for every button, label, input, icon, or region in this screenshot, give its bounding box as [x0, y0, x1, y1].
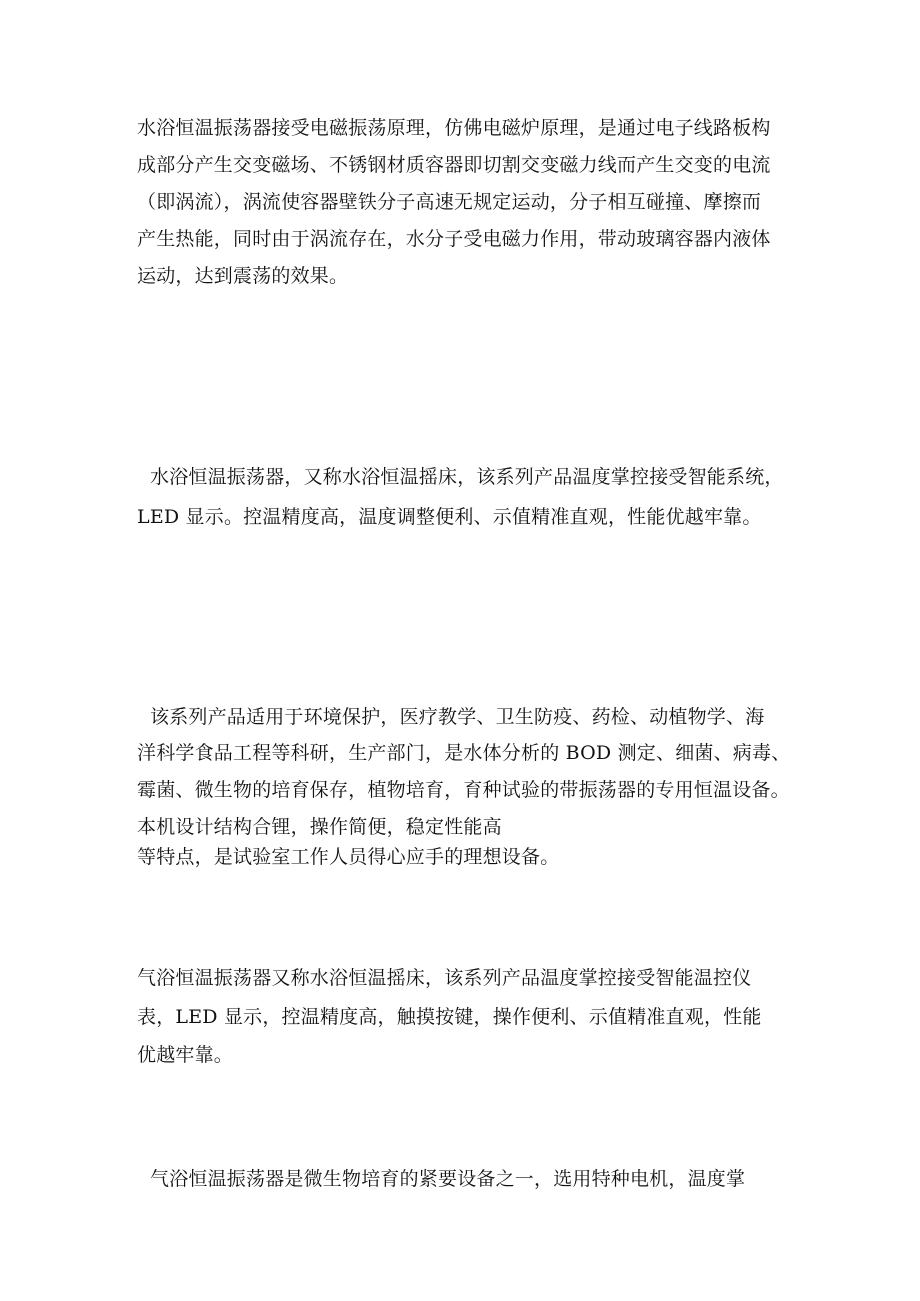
paragraph-3-line-1: 该系列产品适用于环境保护，医疗教学、卫生防疫、药检、动植物学、海: [150, 706, 765, 728]
paragraph-3-line-2: 洋科学食品工程等科研，生产部门，是水体分析的 BOD 测定、细菌、病毒、: [137, 742, 791, 764]
paragraph-2-line-2: LED 显示。控温精度高，温度调整便利、示值精准直观，性能优越牢靠。: [137, 506, 762, 528]
paragraph-4-line-3: 优越牢靠。: [137, 1044, 234, 1066]
paragraph-1-line-5: 运动，达到震荡的效果。: [137, 265, 349, 287]
paragraph-4-line-1: 气浴恒温振荡器又称水浴恒温摇床，该系列产品温度掌控接受智能温控仪: [137, 967, 752, 989]
paragraph-1-line-2: 成部分产生交变磁场、不锈钢材质容器即切割交变磁力线而产生交变的电流: [137, 154, 771, 176]
paragraph-4-line-2: 表，LED 显示，控温精度高，触摸按键，操作便利、示值精准直观，性能: [137, 1006, 762, 1028]
paragraph-5-line-1: 气浴恒温振荡器是微生物培育的紧要设备之一，选用特种电机，温度掌: [150, 1168, 746, 1190]
paragraph-3-line-4: 本机设计结构合锂，操作简便，稳定性能高: [137, 816, 502, 838]
paragraph-3-line-3: 霉菌、微生物的培育保存，植物培育，育种试验的带振荡器的专用恒温设备。: [137, 779, 790, 801]
paragraph-1-line-1: 水浴恒温振荡器接受电磁振荡原理，仿佛电磁炉原理，是通过电子线路板构: [137, 117, 771, 139]
paragraph-1-line-4: 产生热能，同时由于涡流存在，水分子受电磁力作用，带动玻璃容器内液体: [137, 228, 771, 250]
paragraph-2-line-1: 水浴恒温振荡器，又称水浴恒温摇床，该系列产品温度掌控接受智能系统，: [150, 466, 784, 488]
paragraph-3-line-5: 等特点，是试验室工作人员得心应手的理想设备。: [137, 846, 560, 868]
paragraph-1-line-3: （即涡流），涡流使容器壁铁分子高速无规定运动，分子相互碰撞、摩擦而: [137, 191, 762, 213]
